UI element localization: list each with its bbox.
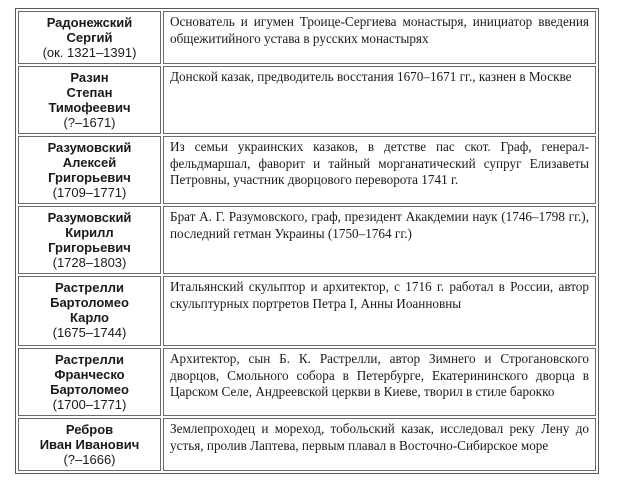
person-description: Землепроходец и мореход, тобольский казак, исследовал реку Лену до устья, пролив Лаптева, первым плавал в Восточно-Сибирское море — [163, 418, 596, 471]
person-name-line: Ребров — [65, 422, 114, 437]
person-name-line: Бартоломео — [50, 295, 129, 310]
person-name-line: Сергий — [66, 30, 113, 45]
table-row — [18, 418, 596, 471]
person-name-line: Кирилл — [65, 225, 114, 240]
person-name-cell — [18, 136, 161, 204]
person-description: Основатель и игумен Троице-Сергиева монастыря, инициатор введения общежитийного устава в русских монастырях — [163, 11, 596, 64]
person-name-line: Степан — [66, 85, 113, 100]
person-description: Итальянский скульптор и архитектор, с 1716 г. работал в России, автор скульптурных портретов Петра I, Анны Иоанновны — [163, 276, 596, 346]
person-dates: (?–1671) — [63, 115, 116, 130]
person-name-cell — [18, 11, 161, 64]
person-name-line: Разин — [70, 70, 109, 85]
person-description: Из семьи украинских казаков, в детстве пас скот. Граф, генерал-фельдмаршал, фаворит и тайный морганатический супруг Елизаветы Петровны, участник дворцового переворота 1741 г. — [163, 136, 596, 204]
table-row — [18, 66, 596, 134]
person-dates: (1709–1771) — [52, 185, 127, 200]
person-description: Архитектор, сын Б. К. Растрелли, автор Зимнего и Строгановского дворцов, Смольного собора в Петербурге, Екатерининского дворца в Царском Селе, Андреевской церкви в Киеве, творил в стиле барокко — [163, 348, 596, 416]
table-row — [18, 136, 596, 204]
person-description: Брат А. Г. Разумовского, граф, президент Акакдемии наук (1746–1798 гг.), последний гетман Украины (1750–1764 гг.) — [163, 206, 596, 274]
person-name-line: Растрелли — [54, 352, 124, 367]
person-name-cell — [18, 276, 161, 346]
person-name-cell — [18, 418, 161, 471]
person-name-line: Разумовский — [47, 210, 132, 225]
person-dates: (1700–1771) — [52, 397, 127, 412]
person-name-line: Разумовский — [47, 140, 132, 155]
table-row — [18, 206, 596, 274]
person-dates: (ок. 1321–1391) — [42, 45, 137, 60]
person-name-line: Бартоломео — [50, 382, 129, 397]
person-description: Донской казак, предводитель восстания 1670–1671 гг., казнен в Москве — [163, 66, 596, 134]
person-name-line: Григорьевич — [48, 240, 131, 255]
person-name-line: Иван Иванович — [39, 437, 140, 452]
person-name-line: Радонежский — [46, 15, 133, 30]
person-name-line: Растрелли — [54, 280, 124, 295]
table-row — [18, 276, 596, 346]
person-dates: (?–1666) — [63, 452, 116, 467]
person-name-line: Алексей — [62, 155, 117, 170]
person-dates: (1675–1744) — [52, 325, 127, 340]
person-dates: (1728–1803) — [52, 255, 127, 270]
person-name-line: Григорьевич — [48, 170, 131, 185]
table-row — [18, 11, 596, 64]
person-name-line: Франческо — [54, 367, 125, 382]
biography-table — [15, 8, 599, 474]
table-row — [18, 348, 596, 416]
person-name-line: Карло — [70, 310, 109, 325]
person-name-line: Тимофеевич — [48, 100, 131, 115]
person-name-cell — [18, 66, 161, 134]
person-name-cell — [18, 348, 161, 416]
person-name-cell — [18, 206, 161, 274]
